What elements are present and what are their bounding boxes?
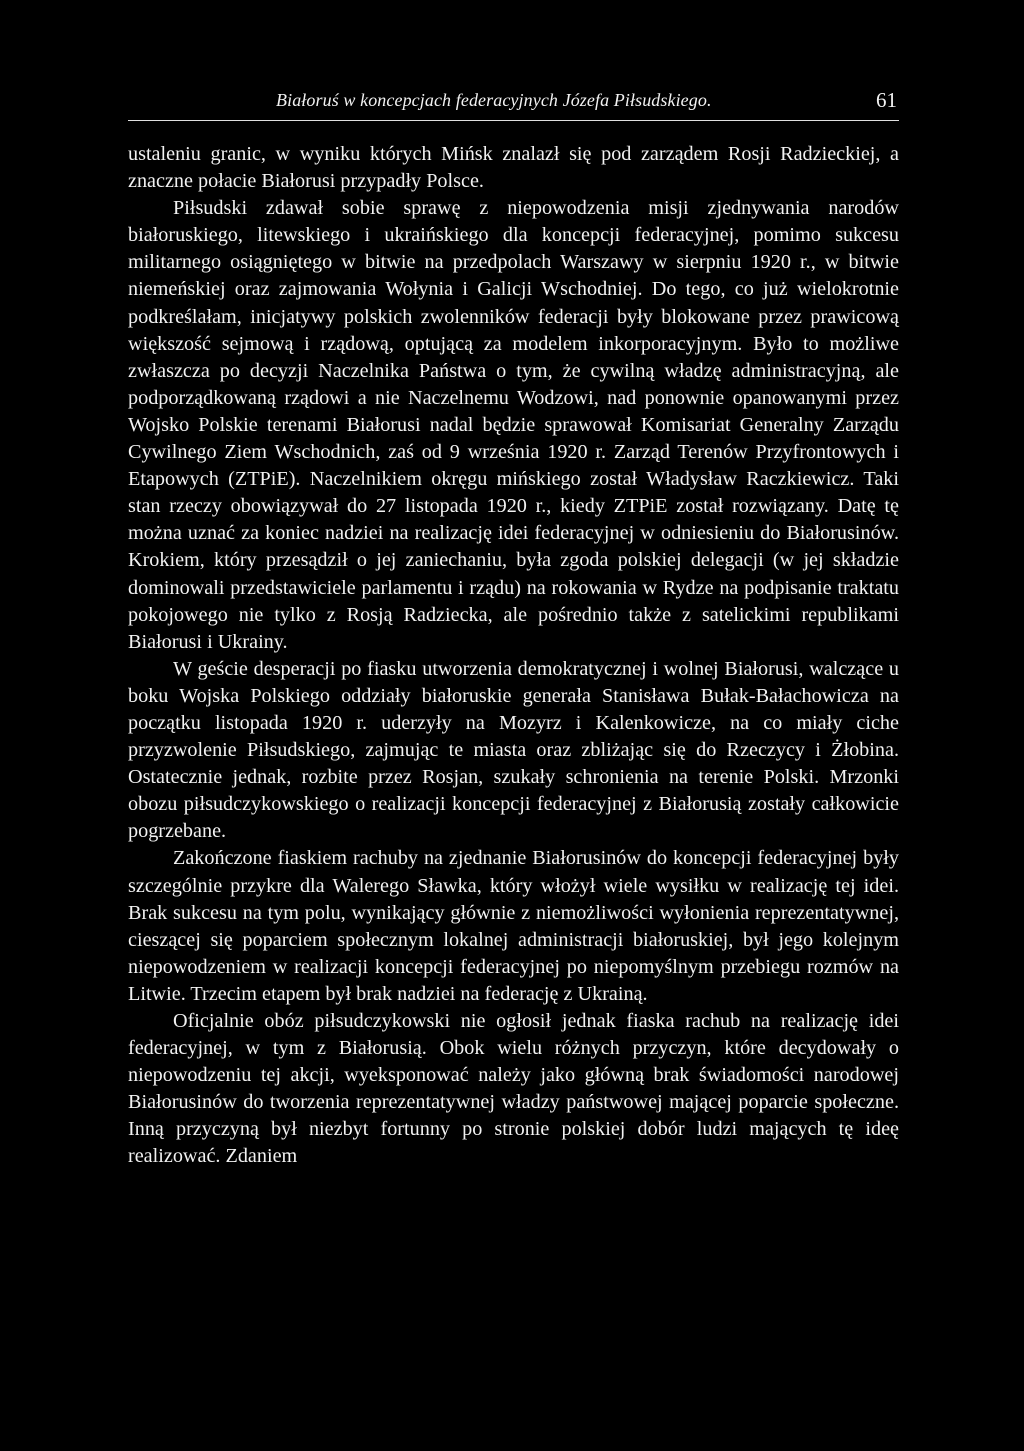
page-number: 61 [876,88,897,112]
running-header [128,86,899,121]
paragraph: W geście desperacji po fiasku utworzenia demokratycznej i wolnej Białorusi, walczące u boku Wojska Polskiego oddziały białoruskie generała Stanisława Bułak-Bałachowicza na początku listopada 1920 r. uderzyły na Mozyrz i Kalenkowicze, na co miały ciche przyzwolenie Piłsudskiego, zajmując te miasta oraz zbliżając się do Rzeczycy i Żłobina. Ostatecznie jednak, rozbite przez Rosjan, szukały schronienia na terenie Polski. Mrzonki obozu piłsudczykowskiego o realizacji koncepcji federacyjnej z Białorusią zostały całkowicie pogrzebane. [128,657,899,843]
body-text [128,141,899,1171]
running-title: Białoruś w koncepcjach federacyjnych Józefa Piłsudskiego. [276,90,712,110]
paragraph-continuation: ustaleniu granic, w wyniku których Mińsk znalazł się pod zarządem Rosji Radzieckiej, a znaczne połacie Białorusi przypadły Polsce. [128,143,899,193]
paragraph: Zakończone fiaskiem rachuby na zjednanie Białorusinów do koncepcji federacyjnej były szczególnie przykre dla Walerego Sławka, który włożył wiele wysiłku w realizację tej idei. Brak sukcesu na tym polu, wynikający głównie z niemożliwości wyłonienia reprezentatywnej, cieszącej się poparciem społecznym lokalnej administracji białoruskiej, był jego kolejnym niepowodzeniem w realizacji koncepcji federacyjnej po niepomyślnym przebiegu rozmów na Litwie. Trzecim etapem był brak nadziei na federację z Ukrainą. [128,847,899,1005]
paragraph: Piłsudski zdawał sobie sprawę z niepowodzenia misji zjednywania narodów białoruskiego, litewskiego i ukraińskiego dla koncepcji federacyjnej, pomimo sukcesu militarnego osiągniętego w bitwie na przedpolach Warszawy w sierpniu 1920 r., w bitwie niemeńskiej oraz zajmowania Wołynia i Galicji Wschodniej. Do tego, co już wielokrotnie podkreślałam, inicjatywy polskich zwolenników federacji były blokowane przez prawicową większość sejmową i rządową, optującą za modelem inkorporacyjnym. Było to możliwe zwłaszcza po decyzji Naczelnika Państwa o tym, że cywilną władzę administracyjną, ale podporządkowaną rządowi a nie Naczelnemu Wodzowi, nad ponownie opanowanymi przez Wojsko Polskie terenami Białorusi nadal będzie sprawował Komisariat Generalny Zarządu Cywilnego Ziem Wschodnich, zaś od 9 września 1920 r. Zarząd Terenów Przyfrontowych i Etapowych (ZTPiE). Naczelnikiem okręgu mińskiego został Władysław Raczkiewicz. Taki stan rzeczy obowiązywał do 27 listopada 1920 r., kiedy ZTPiE został rozwiązany. Datę tę można uznać za koniec nadziei na realizację idei federacyjnej w odniesieniu do Białorusinów. Krokiem, który przesądził o jej zaniechaniu, była zgoda polskiej delegacji (w jej składzie dominowali przedstawiciele parlamentu i rządu) na rokowania w Rydze na podpisanie traktatu pokojowego nie tylko z Rosją Radziecka, ale pośrednio także z satelickimi republikami Białorusi i Ukrainy. [128,197,899,653]
paragraph: Oficjalnie obóz piłsudczykowski nie ogłosił jednak fiaska rachub na realizację idei federacyjnej, w tym z Białorusią. Obok wielu różnych przyczyn, które decydowały o niepowodzeniu tej akcji, wyeksponować należy jako główną brak świadomości narodowej Białorusinów do tworzenia reprezentatywnej władzy państwowej mającej poparcie społeczne. Inną przyczyną był niezbyt fortunny po stronie polskiej dobór ludzi mających tę ideę realizować. Zdaniem [128,1010,899,1168]
